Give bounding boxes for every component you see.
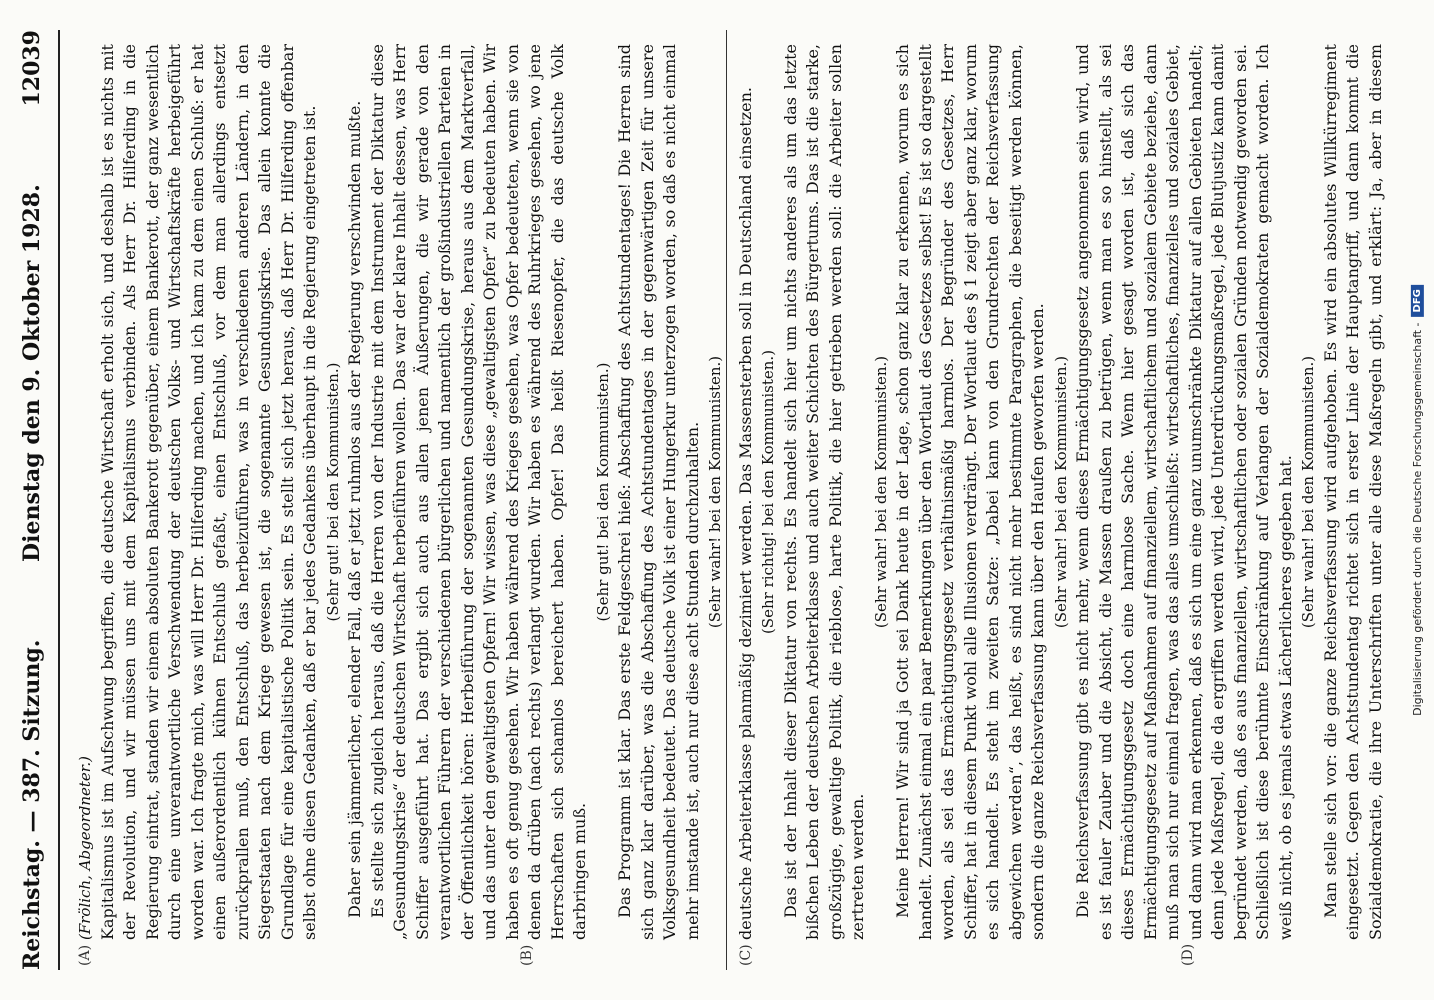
page-number: 12039: [19, 30, 45, 107]
credit-text: Digitalisierung gefördert durch die Deutsche Forschungsgemeinschaft -: [1410, 321, 1424, 716]
digitization-credit: [1404, 6, 1430, 994]
paragraph: Es stellte sich zugleich heraus, daß die Herren von der Industrie mit dem Instrument der Diktatur diese „Gesundungskrise“ der deutschen Wirtschaft herbeiführen wollen. Das war der klare Inhalt dessen, was Herr Schiffer ausgeführt hat. Das ergibt sich auch aus allen jenen Äußerungen, die wir gerade von den verantwortlichen Führern der verschiedenen bürgerlichen und namentlich der großindustriellen Parteien in der Öffentlichkeit hören: Herbeiführung der sogenannten Gesundungskrise, heraus aus dem Marktverfall, und das unter den gewaltigsten Opfern! Wir wissen, was diese „gewaltigsten Opfer“ zu bedeuten haben. Wir haben es oft genug gesehen. Wir haben während des Krieges gesehen, was Opfer bedeuteten, wenn sie von denen da drüben (nach rechts) verlangt wurden. Wir haben es während des Ruhrkrieges gesehen, wo jene Herrschaften sich schamlos bereichert haben. Opfer! Das heißt Riesenopfer, die das deutsche Volk darbringen muß.: [367, 44, 589, 940]
left-column: [66, 30, 726, 970]
header-date: Dienstag den 9. Oktober 1928.: [19, 184, 45, 562]
paragraph: Daher sein jämmerlicher, elender Fall, daß er jetzt ruhmlos aus der Regierung verschwinden mußte.: [345, 100, 364, 918]
interjection: (Sehr wahr! bei den Kommunisten.): [706, 355, 724, 629]
paragraph: Man stelle sich vor: die ganze Reichsverfassung wird aufgehoben. Es wird ein absolutes Willkürregiment eingesetzt. Gegen den Achtstundentag richtet sich in erster Linie der Hauptangriff, und dann kommt die Sozialdemokratie, die ihre Unterschriften unter alle diese Maßregeln gibt, und erklärt: Ja, aber in diesem: [1320, 44, 1385, 940]
text-columns: [66, 30, 1386, 970]
paragraph: deutsche Arbeiterklasse planmäßig dezimiert werden. Das Massensterben soll in Deutschland einsetzen.: [735, 86, 755, 940]
speaker-label: (Frölich, Abgeordneter.): [76, 756, 94, 940]
interjection: (Sehr wahr! bei den Kommunisten.): [871, 355, 890, 629]
paragraph: Meine Herren! Wir sind ja Gott sei Dank heute in der Lage, schon ganz klar zu erkennen, worum es sich handelt. Zunächst einmal ein paar Bemerkungen über den Wortlaut des Gesetzes selbst! Es ist so dargestellt worden, als sei das Ermächtigungsgesetz verhältnismäßig harmlos. Der Begründer des Gesetzes, Herr Schiffer, hat in diesem Punkt wohl alle Illusionen verdrängt. Der Wortlaut des § 1 zeigt aber ganz klar, worum es sich handelt. Es steht im zweiten Satze: „Dabei kann von den Grundrechten der Reichsverfassung abgewichen werden“, das heißt, es sind nicht mehr bestimmte Paragraphen, die beseitigt werden können, sondern die ganze Reichsverfassung kann über den Haufen geworfen werden.: [893, 44, 1047, 940]
page-header: [6, 30, 60, 970]
margin-mark-c: (C): [737, 944, 754, 966]
dfg-logo: DFG: [1411, 285, 1424, 316]
interjection: (Sehr richtig! bei den Kommunisten.): [759, 349, 777, 635]
margin-mark-a: (A): [77, 944, 93, 966]
interjection: (Sehr wahr! bei den Kommunisten.): [1051, 355, 1070, 629]
interjection: (Sehr gut! bei den Kommunisten.): [593, 362, 612, 622]
header-left: Reichstag. — 387. Sitzung.: [19, 639, 45, 970]
paragraph: Das Programm ist klar. Das erste Feldgeschrei hieß: Abschaffung des Achtstundentages! Die Herren sind sich ganz klar darüber, was die Abschaffung des Achtstundentages in der gegenwärtigen Zeit für unsere Volksgesundheit bedeutet. Das deutsche Volk ist einer Hungerkur unterzogen worden, so daß es nicht einmal mehr imstande ist, auch nur diese acht Stunden durchzuhalten.: [615, 44, 702, 940]
interjection: (Sehr gut! bei den Kommunisten.): [323, 362, 342, 622]
interjection: (Sehr wahr! bei den Kommunisten.): [1299, 355, 1317, 629]
right-column: [726, 30, 1387, 970]
paragraph: Das ist der Inhalt dieser Diktatur von rechts. Es handelt sich hier um nichts anderes als um das letzte bißchen Leben der deutschen Arbeiterklasse und auch weiter Schichten des Bürgertums. Das ist die starke, großzügige, gewaltige Politik, die rieblose, harte Politik, die hier getrieben werden soll: die Arbeiter sollen zertreten werden.: [780, 44, 867, 940]
paragraph: Die Reichsverfassung gibt es nicht mehr, wenn dieses Ermächtigungsgesetz angenommen sein wird, und es ist fauler Zauber und die Absicht, die Massen draußen zu betrügen, wenn man es so hinstellt, als sei dieses Ermächtigungsgesetz doch eine harmlose Sache. Wenn hier gesagt worden ist, daß sich das Ermächtigungsgesetz auf Maßnahmen auf finanziellem, wirtschaftlichem und sozialem Gebiete beziehe, dann muß man sich nur einmal fragen, was das alles umschließt: wirtschaftliches, finanzielles und soziales Gebiet, und dann wird man erkennen, daß es sich um eine ganz unumschränkte Diktatur auf allen Gebieten handelt; denn jede Maßregel, die da ergriffen werden wird, jede Unterdrückungsmaßregel, jede Blutjustiz kann damit begründet werden, daß es aus finanziellen, wirtschaftlichen oder sozialen Gründen notwendig geworden sei. Schließlich ist diese berühmte Einschränkung auf Verlangen der Sozialdemokraten gemacht worden. Ich weiß nicht, ob es jemals etwas Lächerlicheres gegeben hat.: [1073, 44, 1295, 940]
paragraph: Kapitalismus ist im Aufschwung begriffen, die deutsche Wirtschaft erholt sich, und deshalb ist es nichts mit der Revolution, und wir müssen uns mit dem Kapitalismus verbinden. Als Herr Dr. Hilferding in die Regierung eintrat, standen wir einem absoluten Bankerott gegenüber, einem Bankerott, der ganz wesentlich durch eine unverantwortliche Verschwendung der deutschen Volks- und Wirtschaftskräfte herbeigeführt worden war. Ich fragte mich, was will Herr Dr. Hilferding machen, und ich kam zu dem einen Schluß: er hat einen außerordentlich kühnen Entschluß gefaßt, einen Entschluß, vor dem man allerdings entsetzt zurückprallen muß, den Entschluß, das herbeizuführen, was in verschiedenen anderen Ländern, in den Siegerstaaten nach dem Kriege gewesen ist, die sogenannte Gesundungskrise. Das allein konnte die Grundlage für eine kapitalistische Politik sein. Es stellt sich jetzt heraus, daß Herr Dr. Hilferding offenbar selbst ohne diesen Gedanken, daß er bar jedes Gedankens überhaupt in die Regierung eingetreten ist.: [97, 44, 319, 940]
margin-mark-b: (B): [519, 944, 535, 966]
margin-mark-d: (D): [1179, 943, 1196, 966]
